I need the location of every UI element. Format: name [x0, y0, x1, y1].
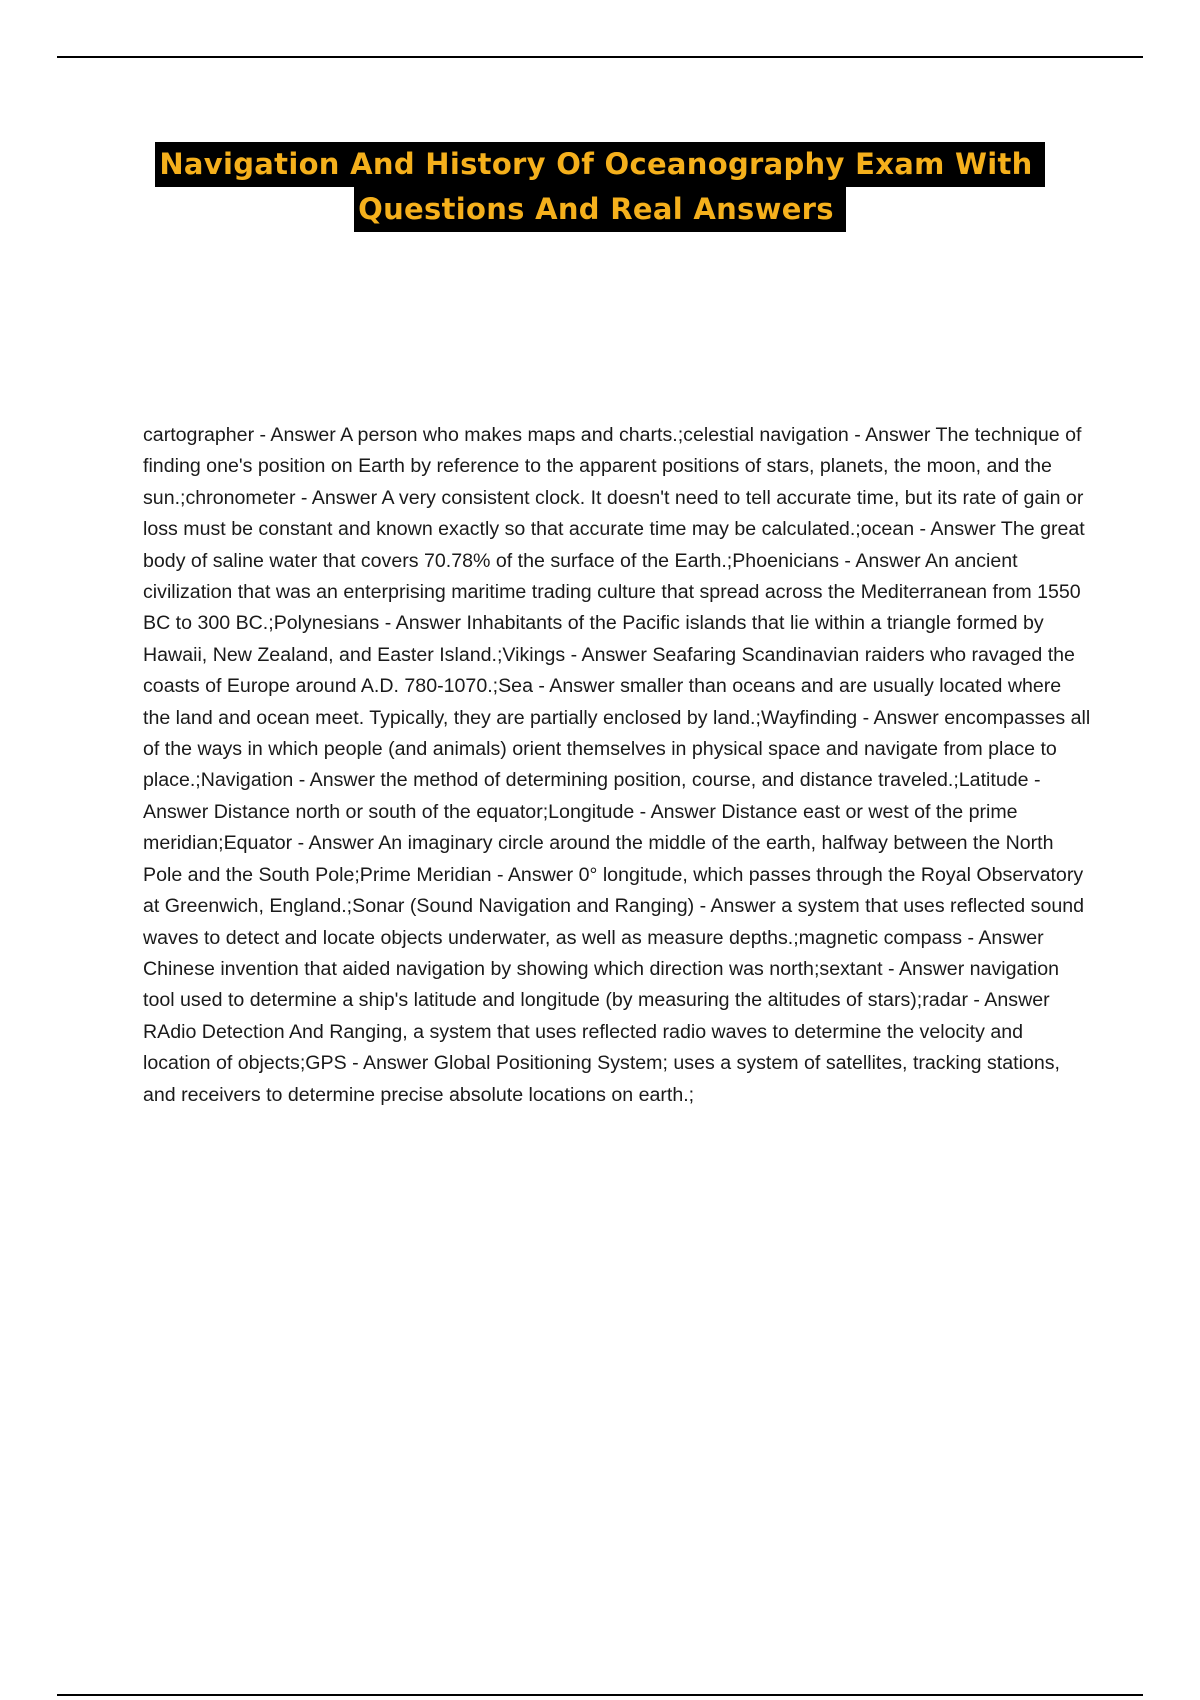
top-rule — [57, 56, 1143, 58]
document-title — [0, 142, 1200, 232]
bottom-rule — [57, 1694, 1143, 1696]
title-line-2: Questions And Real Answers — [354, 187, 846, 232]
body-paragraph: cartographer - Answer A person who makes maps and charts.;celestial navigation - Answer The technique of finding one's position on Earth by reference to the apparent positions of stars, planets, the moon, and the sun.;chronometer - Answer A very consistent clock. It doesn't need to tell accurate time, but its rate of gain or loss must be constant and known exactly so that accurate time may be calculated.;ocean - Answer The great body of saline water that covers 70.78% of the surface of the Earth.;Phoenicians - Answer An ancient civilization that was an enterprising maritime trading culture that spread across the Mediterranean from 1550 BC to 300 BC.;Polynesians - Answer Inhabitants of the Pacific islands that lie within a triangle formed by Hawaii, New Zealand, and Easter Island.;Vikings - Answer Seafaring Scandinavian raiders who ravaged the coasts of Europe around A.D. 780-1070.;Sea - Answer smaller than oceans and are usually located where the land and ocean meet. Typically, they are partially enclosed by land.;Wayfinding - Answer encompasses all of the ways in which people (and animals) orient themselves in physical space and navigate from place to place.;Navigation - Answer the method of determining position, course, and distance traveled.;Latitude - Answer Distance north or south of the equator;Longitude - Answer Distance east or west of the prime meridian;Equator - Answer An imaginary circle around the middle of the earth, halfway between the North Pole and the South Pole;Prime Meridian - Answer 0° longitude, which passes through the Royal Observatory at Greenwich, England.;Sonar (Sound Navigation and Ranging) - Answer a system that uses reflected sound waves to detect and locate objects underwater, as well as measure depths.;magnetic compass - Answer Chinese invention that aided navigation by showing which direction was north;sextant - Answer navigation tool used to determine a ship's latitude and longitude (by measuring the altitudes of stars);radar - Answer RAdio Detection And Ranging, a system that uses reflected radio waves to determine the velocity and location of objects;GPS - Answer Global Positioning System; uses a system of satellites, tracking stations, and receivers to determine precise absolute locations on earth.; — [143, 424, 1091, 1106]
title-line-1: Navigation And History Of Oceanography Exam With — [155, 142, 1044, 187]
